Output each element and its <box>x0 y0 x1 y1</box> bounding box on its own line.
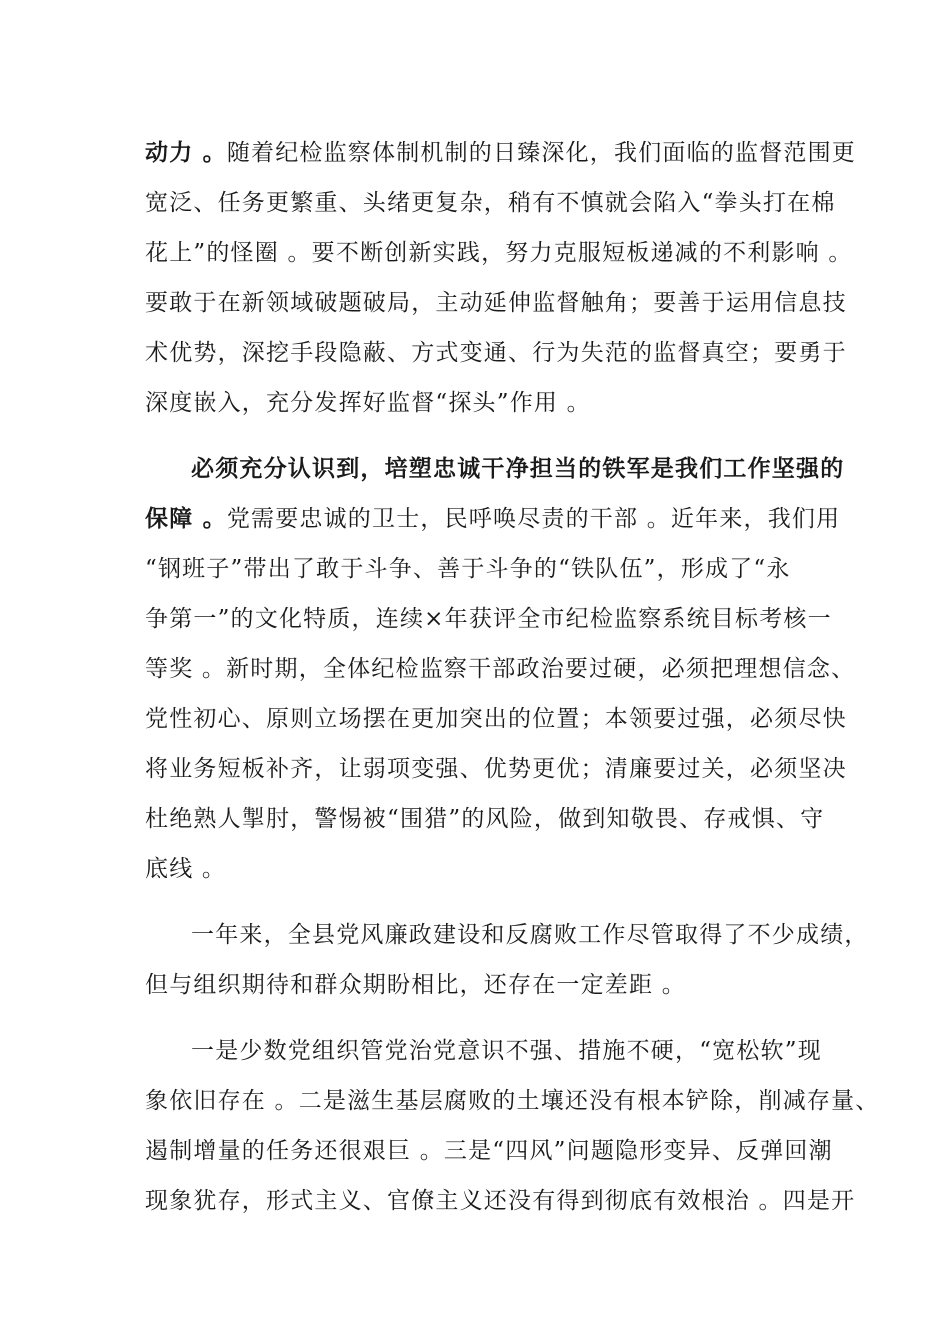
text-line: 等奖 。新时期，全体纪检监察干部政治要过硬，必须把理想信念、 <box>145 656 856 682</box>
text-line: 花上”的怪圈 。要不断创新实践，努力克服短板递减的不利影响 。 <box>145 240 853 266</box>
paragraph-4 <box>145 1026 880 1226</box>
text-line: 将业务短板补齐，让弱项变强、优势更优；清廉要过关，必须坚决 <box>145 756 847 782</box>
paragraph-3 <box>145 910 869 1010</box>
paragraph-gap <box>145 428 815 444</box>
text-line: “钢班子”带出了敢于斗争、善于斗争的“铁队伍”，形成了“永 <box>145 556 791 582</box>
text-line: 深度嵌入，充分发挥好监督“探头”作用 。 <box>145 390 591 416</box>
text-line <box>145 128 857 178</box>
text-line: 一是少数党组织管党治党意识不强、措施不硬，“宽松软”现 <box>191 1038 822 1064</box>
text-line: 底线 。 <box>145 856 227 882</box>
paragraph-1 <box>145 128 857 428</box>
paragraph-gap <box>145 894 815 910</box>
document-body <box>145 128 880 1226</box>
text-line <box>145 494 841 544</box>
text-line: 术优势，深挖手段隐蔽、方式变通、行为失范的监督真空；要勇于 <box>145 340 847 366</box>
bold-heading: 必须充分认识到，培塑忠诚干净担当的铁军是我们工作坚强的 <box>191 456 845 482</box>
text-line: 象依旧存在 。二是滋生基层腐败的土壤还没有根本铲除，削减存量、 <box>145 1088 880 1114</box>
text-line: 争第一”的文化特质，连续×年获评全市纪检监察系统目标考核一 <box>145 606 832 632</box>
paragraph-2 <box>145 444 856 894</box>
bold-lead: 保障 。 <box>145 506 227 532</box>
text-line: 要敢于在新领域破题破局，主动延伸监督触角；要善于运用信息技 <box>145 290 847 316</box>
text-line: 党性初心、原则立场摆在更加突出的位置；本领要过强，必须尽快 <box>145 706 847 732</box>
bold-lead: 动力 。 <box>145 140 227 166</box>
paragraph-gap <box>145 1010 815 1026</box>
text-line: 宽泛、任务更繁重、头绪更复杂，稍有不慎就会陷入“拳头打在棉 <box>145 190 836 216</box>
text-line: 杜绝熟人掣肘，警惕被“围猎”的风险，做到知敬畏、存戒惧、守 <box>145 806 825 832</box>
text-line <box>145 444 845 494</box>
line-text: 党需要忠诚的卫士，民呼唤尽责的干部 。近年来，我们用 <box>226 506 841 532</box>
text-line: 一年来，全县党风廉政建设和反腐败工作尽管取得了不少成绩， <box>191 922 869 948</box>
line-text: 随着纪检监察体制机制的日臻深化，我们面临的监督范围更 <box>226 140 857 166</box>
text-line: 遏制增量的任务还很艰巨 。三是“四风”问题隐形变异、反弹回潮 <box>145 1138 833 1164</box>
text-line: 现象犹存，形式主义、官僚主义还没有得到彻底有效根治 。四是开 <box>145 1188 856 1214</box>
text-line: 但与组织期待和群众期盼相比，还存在一定差距 。 <box>145 972 686 998</box>
